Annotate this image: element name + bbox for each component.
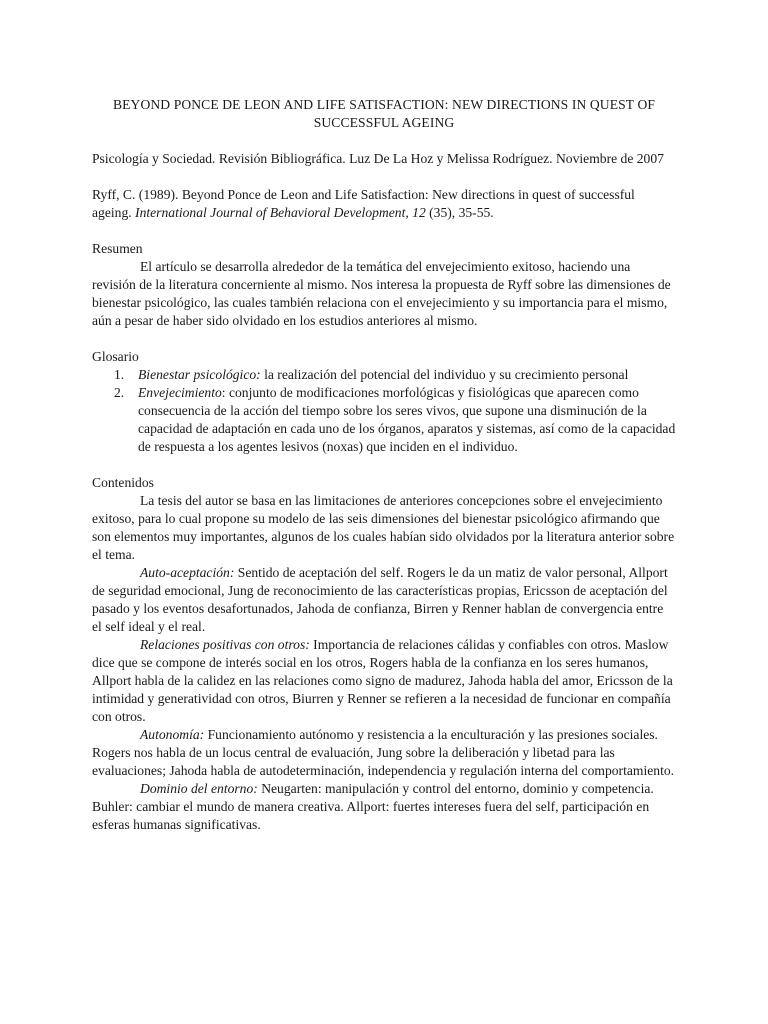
contenidos-heading: Contenidos (92, 475, 154, 490)
dimension-term: Dominio del entorno: (140, 781, 258, 796)
citation-tail: (35), 35-55. (425, 205, 494, 220)
glosario-heading: Glosario (92, 349, 139, 364)
glosario-item-number: 1. (114, 367, 125, 382)
dimension-paragraph (92, 564, 676, 636)
contenidos-section (92, 474, 676, 834)
dimension-text: Neugarten: manipulación y control del entorno, dominio y competencia. Buhler: cambiar el mundo de manera creativa. Allport: fuertes intereses fuera del self, participación en esferas humanas significativas. (92, 781, 654, 832)
dimension-text: Sentido de aceptación del self. Rogers le da un matiz de valor personal, Allport de seguridad emocional, Jung de reconocimiento de las características propias, Ericsson de aceptación del pasado y los eventos desafortunados, Jahoda de confianza, Birren y Renner hablan de convergencia entre el self ideal y el real. (92, 565, 668, 634)
document-title: BEYOND PONCE DE LEON AND LIFE SATISFACTION: NEW DIRECTIONS IN QUEST OF SUCCESSFUL AGEING (112, 97, 656, 130)
dimension-term: Auto-aceptación: (140, 565, 235, 580)
dimension-paragraph (92, 780, 676, 834)
document-body (92, 96, 676, 852)
dimension-text: Funcionamiento autónomo y resistencia a la enculturación y las presiones sociales. Rogers nos habla de un locus central de evaluación, Jung sobre la deliberación y libetad para las evaluaciones; Jahoda habla de autodeterminación, independencia y regulación interna del comportamiento. (92, 727, 675, 778)
citation-journal: International Journal of Behavioral Development, 12 (135, 205, 426, 220)
glosario-list (92, 366, 676, 456)
dimension-term: Relaciones positivas con otros: (140, 637, 310, 652)
resumen-heading: Resumen (92, 241, 143, 256)
glosario-item-term: Envejecimiento (138, 385, 222, 400)
citation-authors: Ryff, C. (1989). Beyond Ponce de Leon and Life Satisfaction: New directions in quest of successful ageing. (92, 187, 635, 220)
resumen-text: El artículo se desarrolla alrededor de la temática del envejecimiento exitoso, haciendo una revisión de la literatura concerniente al mismo. Nos interesa la propuesta de Ryff sobre las dimensiones de bienestar psicológico, las cuales también relaciona con el envejecimiento y su importancia para el mismo, aún a pesar de haber sido olvidado en los estudios anteriores al mismo. (92, 259, 671, 328)
dimension-term: Autonomía: (140, 727, 205, 742)
dimension-paragraph (92, 726, 676, 780)
dimension-paragraph (92, 636, 676, 726)
glosario-item-term: Bienestar psicológico: (138, 367, 261, 382)
glosario-item-definition: : conjunto de modificaciones morfológicas y fisiológicas que aparecen como consecuencia de la acción del tiempo sobre los seres vivos, que supone una disminución de la capacidad de adaptación en cada uno de los órganos, aparatos y sistemas, así como de la capacidad de respuesta a los agentes lesivos (noxas) que inciden en el individuo. (138, 385, 676, 454)
glosario-item-number: 2. (114, 385, 125, 400)
glosario-item-definition: la realización del potencial del individuo y su crecimiento personal (260, 367, 629, 382)
glosario-item (92, 366, 676, 384)
contenidos-intro: La tesis del autor se basa en las limitaciones de anteriores concepciones sobre el envejecimiento exitoso, para lo cual propone su modelo de las seis dimensiones del bienestar psicológico afirmando que son elementos muy importantes, algunos de los cuales habían sido olvidados por la literatura anterior sobre el tema. (92, 493, 675, 562)
glosario-section (92, 348, 676, 456)
dimension-text: Importancia de relaciones cálidas y confiables con otros. Maslow dice que se compone de interés social en los otros, Rogers habla de la confianza en los seres humanos, Allport habla de la calidez en las relaciones como signo de madurez, Jahoda habla del amor, Ericsson de la intimidad y generatividad con otros, Biurren y Renner se refieren a la necesidad de funcionar en compañía con otros. (92, 637, 673, 724)
source-line: Psicología y Sociedad. Revisión Bibliográfica. Luz De La Hoz y Melissa Rodríguez. Noviembre de 2007 (92, 151, 664, 166)
citation (92, 186, 676, 222)
resumen-section (92, 240, 676, 330)
glosario-item (92, 384, 676, 456)
